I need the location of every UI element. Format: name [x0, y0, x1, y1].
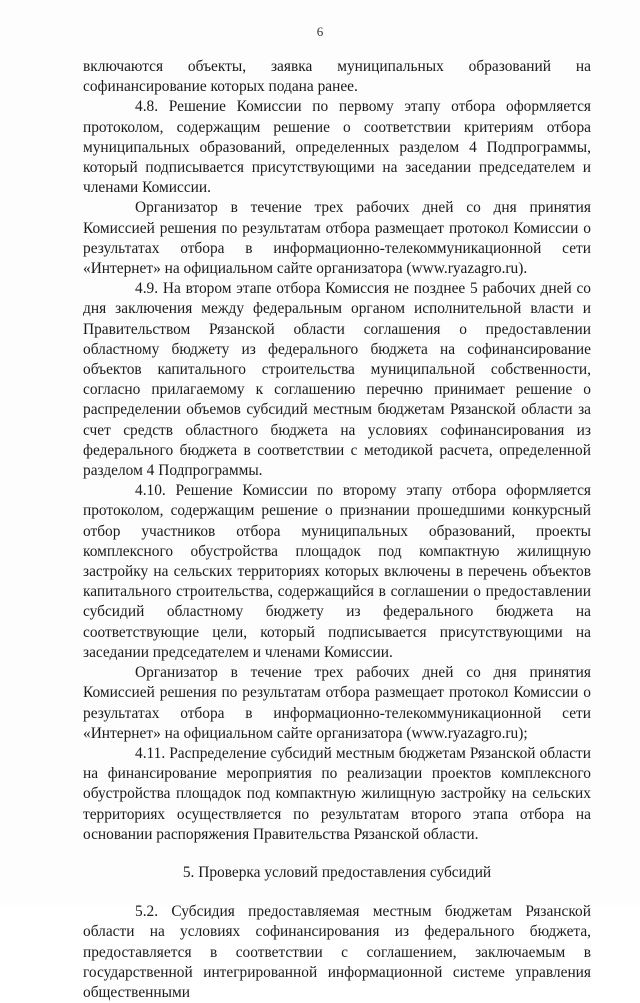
paragraph-4-11: 4.11. Распределение субсидий местным бюджетам Рязанской области на финансирование мероприятия по реализации проектов комплексного обустройства площадок под компактную жилищную застройку на сельских территориях осуществляется по результатам второго этапа отбора на основании распоряжения Правительства Рязанской области. [83, 744, 591, 843]
section-heading: 5. Проверка условий предоставления субсидий [182, 863, 492, 881]
paragraph-5-2: 5.2. Субсидия предоставляемая местным бюджетам Рязанской области на условиях софинансирования из федерального бюджета, предоставляется в соответствии с соглашением, заключаемым в государственной интегрированной информационной системе управления общественными [83, 903, 591, 1001]
paragraph-publication-notice-1: Организатор в течение трех рабочих дней со дня принятия Комиссией решения по результатам отбора размещает протокол Комиссии о результатах отбора в информационно-телекоммуникационной сети «Интернет» на официальном сайте организатора (www.ryazagro.ru). [83, 199, 591, 278]
paragraph-4-9: 4.9. На втором этапе отбора Комиссия не позднее 5 рабочих дней со дня заключения между федеральным органом исполнительной власти и Правительством Рязанской области соглашения о предоставлении областному бюджету из федерального бюджета на софинансирование объектов капитального строительства муниципальной собственности, согласно прилагаемому к соглашению перечню принимает решение о распределении объемов субсидий местным бюджетам Рязанской области за счет средств областного бюджета на условиях софинансирования из федерального бюджета в соответствии с методикой расчета, определенной разделом 4 Подпрограммы. [83, 280, 591, 480]
paragraph-publication-notice-2: Организатор в течение трех рабочих дней со дня принятия Комиссией решения по результатам отбора размещает протокол Комиссии о результатах отбора в информационно-телекоммуникационной сети «Интернет» на официальном сайте организатора (www.ryazagro.ru); [83, 664, 591, 742]
paragraph-4-8: 4.8. Решение Комиссии по первому этапу отбора оформляется протоколом, содержащим решение о соответствии критериям отбора муниципальных образований, определенных разделом 4 Подпрограммы, который подписывается присутствующими на заседании председателем и членами Комиссии. [83, 98, 591, 197]
paragraph-4-10: 4.10. Решение Комиссии по второму этапу отбора оформляется протоколом, содержащим решение о признании прошедшими конкурсный отбор участников отбора муниципальных образований, проекты комплексного обустройства площадок под компактную жилищную застройку на сельских территориях которых включены в перечень объектов капитального строительства, содержащийся в соглашении о предоставлении субсидий областному бюджету из федерального бюджета на соответствующие цели, который подписывается присутствующими на заседании председателем и членами Комиссии. [83, 482, 591, 661]
document-body [83, 57, 591, 1003]
paragraph-continuation: включаются объекты, заявка муниципальных образований на софинансирование которых подана ранее. [83, 58, 591, 96]
page-number: 6 [316, 24, 324, 39]
